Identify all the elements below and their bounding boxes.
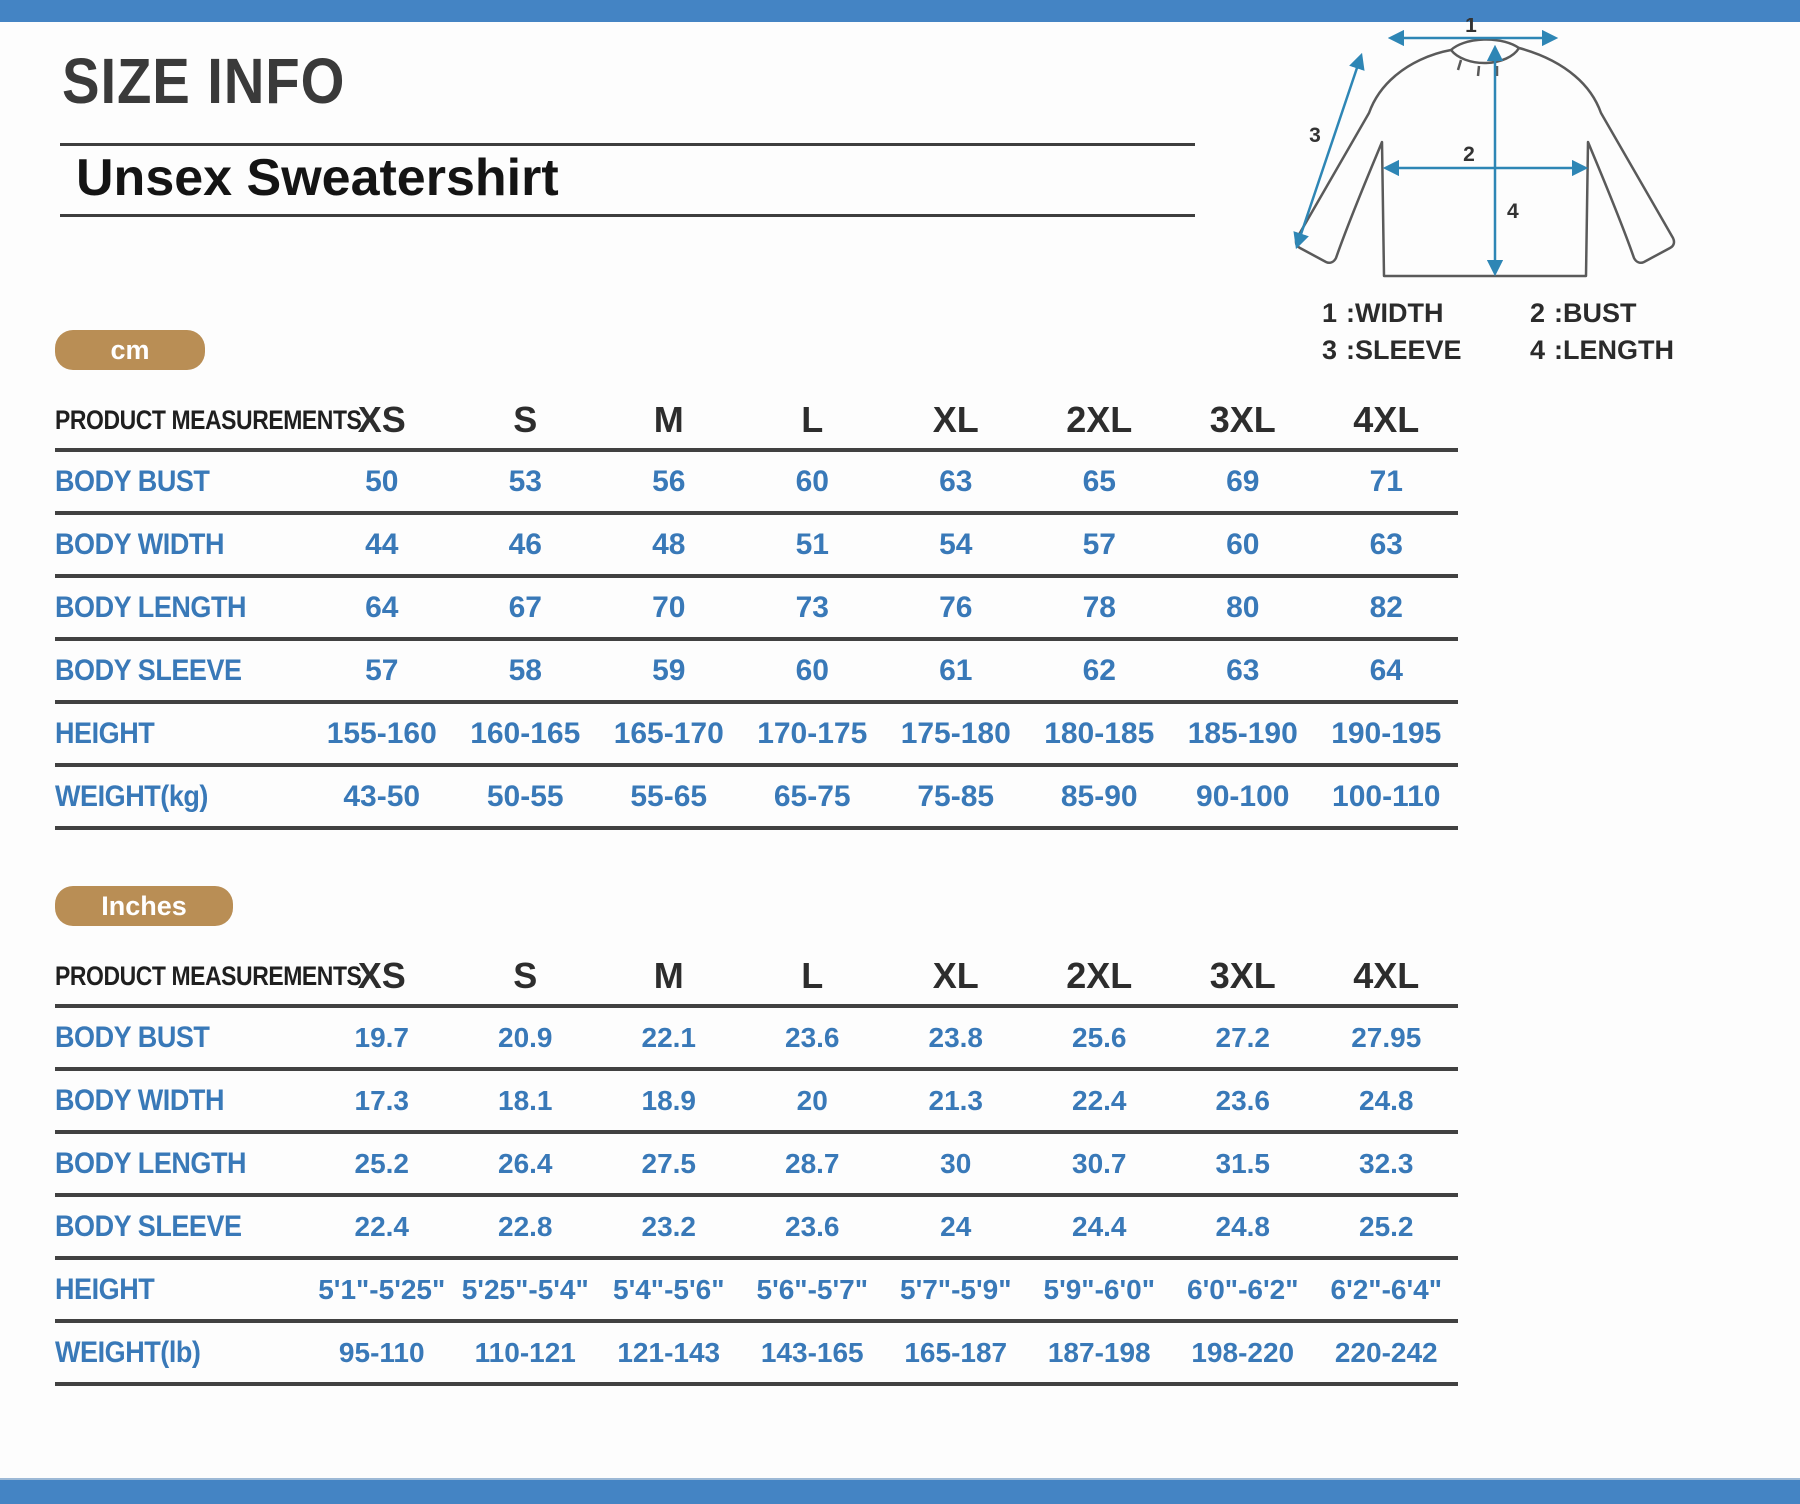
width-arrow	[1391, 18, 1555, 38]
row-label: BODY SLEEVE	[55, 653, 242, 687]
cell-value: 76	[939, 590, 973, 624]
row-label: HEIGHT	[55, 1272, 155, 1306]
cell-value: 63	[1369, 527, 1403, 561]
size-table-cm	[55, 330, 1458, 830]
cell-value: 43-50	[343, 779, 421, 813]
cell-value: 63	[1226, 653, 1260, 687]
measurements-header-label: PRODUCT MEASUREMENTS	[55, 960, 362, 991]
legend-item-sleeve: 3 :SLEEVE	[1322, 335, 1462, 365]
bottom-accent-bar	[0, 1478, 1800, 1504]
cell-value: 67	[508, 590, 542, 624]
row-label: HEIGHT	[55, 716, 155, 750]
size-column-header: 3XL	[1209, 955, 1276, 996]
size-column-header: XL	[932, 955, 979, 996]
size-column-header: 3XL	[1209, 399, 1276, 440]
cell-value: 59	[652, 653, 686, 687]
table-row	[55, 1134, 1458, 1197]
cell-value: 22.4	[354, 1210, 409, 1242]
marker-1: 1	[1465, 18, 1477, 37]
cell-value: 51	[795, 527, 829, 561]
row-label: BODY SLEEVE	[55, 1209, 242, 1243]
cell-value: 165-170	[613, 716, 724, 750]
cell-value: 73	[795, 590, 829, 624]
row-label: BODY BUST	[55, 1020, 210, 1054]
row-label: BODY WIDTH	[55, 1083, 225, 1117]
cell-value: 180-185	[1044, 716, 1155, 750]
page-title: SIZE INFO	[62, 45, 346, 117]
cell-value: 25.2	[1359, 1210, 1414, 1242]
cell-value: 71	[1369, 464, 1403, 498]
cell-value: 23.6	[785, 1210, 840, 1242]
table-row	[55, 704, 1458, 767]
size-column-header: M	[653, 399, 684, 440]
cell-value: 58	[508, 653, 542, 687]
cell-value: 32.3	[1359, 1147, 1414, 1179]
table-row	[55, 641, 1458, 704]
row-label: BODY BUST	[55, 464, 210, 498]
cell-value: 22.8	[498, 1210, 553, 1242]
table-header-row	[55, 392, 1458, 452]
size-column-header: XS	[357, 399, 406, 440]
cell-value: 30	[940, 1147, 972, 1179]
cell-value: 62	[1082, 653, 1116, 687]
cell-value: 25.2	[354, 1147, 409, 1179]
cell-value: 50	[365, 464, 399, 498]
cell-value: 30.7	[1072, 1147, 1127, 1179]
cell-value: 53	[508, 464, 542, 498]
bust-arrow	[1386, 143, 1585, 168]
table-row	[55, 767, 1458, 830]
unit-badge-inches: Inches	[55, 886, 233, 926]
cell-value: 23.6	[785, 1021, 840, 1053]
cell-value: 24	[940, 1210, 972, 1242]
cell-value: 5'6"-5'7"	[756, 1273, 868, 1305]
cell-value: 70	[652, 590, 686, 624]
size-table-inches	[55, 886, 1458, 1386]
cell-value: 190-195	[1331, 716, 1442, 750]
size-column-header: S	[513, 399, 538, 440]
legend-item-width: 1 :WIDTH	[1322, 298, 1444, 328]
cell-value: 21.3	[928, 1084, 983, 1116]
cell-value: 48	[652, 527, 686, 561]
cell-value: 143-165	[760, 1336, 864, 1368]
cell-value: 90-100	[1196, 779, 1290, 813]
size-column-header: L	[801, 399, 824, 440]
cell-value: 23.2	[641, 1210, 696, 1242]
table-row	[55, 1323, 1458, 1386]
cell-value: 121-143	[617, 1336, 721, 1368]
table-row	[55, 578, 1458, 641]
cell-value: 18.1	[498, 1084, 553, 1116]
cell-value: 82	[1369, 590, 1403, 624]
cell-value: 26.4	[498, 1147, 553, 1179]
cell-value: 64	[365, 590, 399, 624]
table-row	[55, 1008, 1458, 1071]
legend-item-bust: 2 :BUST	[1530, 298, 1637, 328]
cell-value: 165-187	[904, 1336, 1008, 1368]
cell-value: 64	[1369, 653, 1403, 687]
table-header-row	[55, 948, 1458, 1008]
cell-value: 187-198	[1047, 1336, 1151, 1368]
cell-value: 50-55	[486, 779, 564, 813]
table-row	[55, 515, 1458, 578]
cell-value: 24.4	[1072, 1210, 1127, 1242]
size-column-header: 4XL	[1353, 955, 1420, 996]
cell-value: 54	[939, 527, 973, 561]
cell-value: 46	[508, 527, 542, 561]
cell-value: 65-75	[773, 779, 851, 813]
cell-value: 57	[1082, 527, 1116, 561]
size-column-header: 2XL	[1066, 955, 1133, 996]
table-row	[55, 452, 1458, 515]
cell-value: 25.6	[1072, 1021, 1127, 1053]
size-column-header: S	[513, 955, 538, 996]
cell-value: 100-110	[1332, 779, 1441, 813]
cell-value: 17.3	[354, 1084, 409, 1116]
marker-3: 3	[1309, 124, 1321, 147]
cell-value: 44	[365, 527, 399, 561]
table-row	[55, 1071, 1458, 1134]
divider-line	[60, 214, 1195, 217]
length-arrow	[1495, 48, 1519, 273]
cell-value: 61	[939, 653, 973, 687]
cell-value: 20	[796, 1084, 828, 1116]
legend-item-length: 4 :LENGTH	[1530, 335, 1675, 365]
row-label: BODY LENGTH	[55, 590, 247, 624]
cell-value: 95-110	[338, 1336, 425, 1368]
cell-value: 20.9	[498, 1021, 553, 1053]
cell-value: 18.9	[641, 1084, 696, 1116]
size-column-header: XL	[932, 399, 979, 440]
unit-badge-cm: cm	[55, 330, 205, 370]
cell-value: 24.8	[1359, 1084, 1414, 1116]
cell-value: 155-160	[326, 716, 437, 750]
cell-value: 220-242	[1334, 1336, 1438, 1368]
size-column-header: L	[801, 955, 824, 996]
cell-value: 28.7	[785, 1147, 840, 1179]
row-label: WEIGHT(lb)	[55, 1335, 201, 1369]
cell-value: 19.7	[354, 1021, 409, 1053]
cell-value: 63	[939, 464, 973, 498]
cell-value: 31.5	[1215, 1147, 1270, 1179]
table-row	[55, 1197, 1458, 1260]
sweatshirt-outline-icon	[1296, 39, 1674, 276]
cell-value: 65	[1082, 464, 1116, 498]
row-label: BODY WIDTH	[55, 527, 225, 561]
cell-value: 78	[1082, 590, 1116, 624]
product-name: Unsex Sweatershirt	[76, 149, 559, 207]
size-column-header: M	[653, 955, 684, 996]
row-label: WEIGHT(kg)	[55, 779, 208, 813]
cell-value: 85-90	[1060, 779, 1138, 813]
cell-value: 6'2"-6'4"	[1330, 1273, 1442, 1305]
row-label: BODY LENGTH	[55, 1146, 247, 1180]
marker-2: 2	[1463, 143, 1475, 166]
cell-value: 57	[365, 653, 399, 687]
table-row	[55, 1260, 1458, 1323]
cell-value: 60	[795, 464, 829, 498]
cell-value: 55-65	[630, 779, 708, 813]
marker-4: 4	[1507, 200, 1519, 223]
cell-value: 5'25"-5'4"	[461, 1273, 589, 1305]
cell-value: 5'1"-5'25"	[318, 1273, 446, 1305]
cell-value: 23.6	[1215, 1084, 1270, 1116]
cell-value: 198-220	[1191, 1336, 1295, 1368]
size-column-header: 2XL	[1066, 399, 1133, 440]
cell-value: 56	[652, 464, 686, 498]
cell-value: 80	[1226, 590, 1260, 624]
cell-value: 24.8	[1215, 1210, 1270, 1242]
cell-value: 5'7"-5'9"	[900, 1273, 1012, 1305]
cell-value: 69	[1226, 464, 1260, 498]
cell-value: 23.8	[928, 1021, 983, 1053]
measurements-header-label: PRODUCT MEASUREMENTS	[55, 404, 362, 435]
cell-value: 160-165	[470, 716, 581, 750]
cell-value: 110-121	[474, 1336, 576, 1368]
cell-value: 27.95	[1351, 1021, 1422, 1053]
cell-value: 185-190	[1187, 716, 1298, 750]
cell-value: 170-175	[757, 716, 868, 750]
cell-value: 22.4	[1072, 1084, 1127, 1116]
sweatshirt-measurement-diagram	[1145, 18, 1685, 288]
cell-value: 5'9"-6'0"	[1043, 1273, 1155, 1305]
cell-value: 5'4"-5'6"	[613, 1273, 725, 1305]
size-column-header: XS	[357, 955, 406, 996]
cell-value: 60	[795, 653, 829, 687]
cell-value: 60	[1226, 527, 1260, 561]
cell-value: 75-85	[917, 779, 995, 813]
divider-line	[60, 143, 1195, 146]
cell-value: 6'0"-6'2"	[1187, 1273, 1299, 1305]
cell-value: 27.2	[1215, 1021, 1270, 1053]
cell-value: 27.5	[641, 1147, 696, 1179]
size-column-header: 4XL	[1353, 399, 1420, 440]
cell-value: 175-180	[900, 716, 1011, 750]
cell-value: 22.1	[641, 1021, 696, 1053]
table-body	[55, 1008, 1458, 1386]
table-body	[55, 452, 1458, 830]
